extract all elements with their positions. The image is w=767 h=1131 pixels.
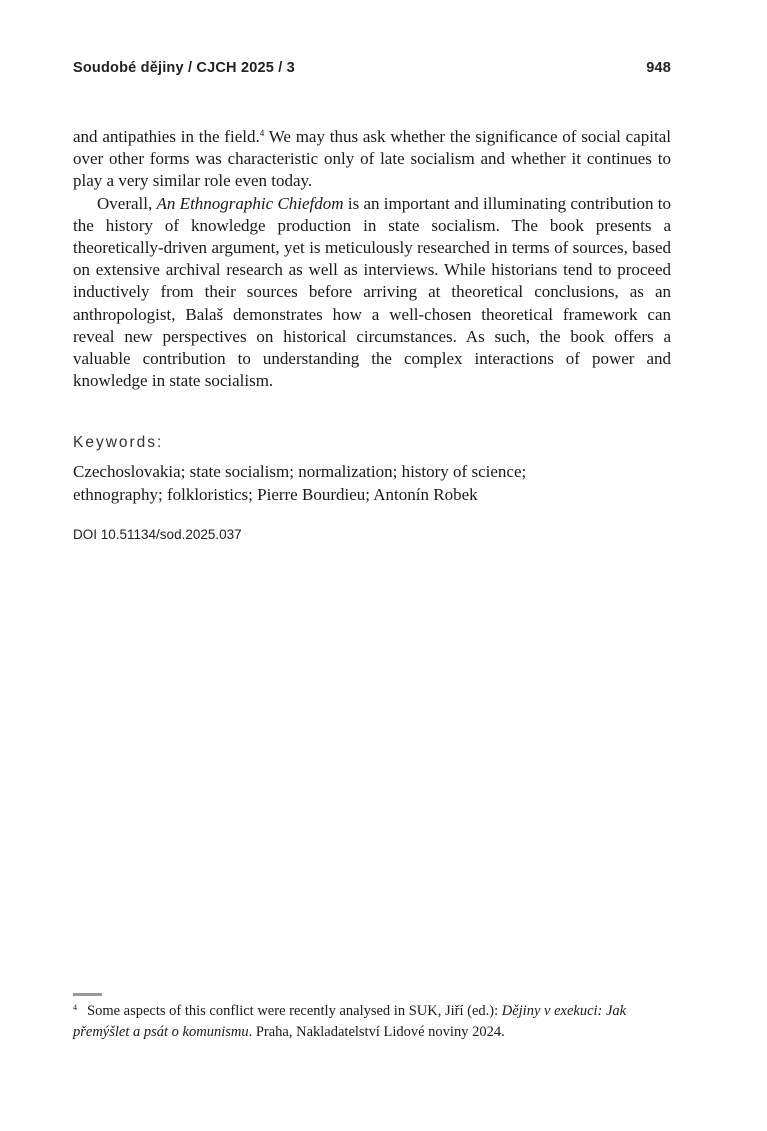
keywords-line-2: ethnography; folkloristics; Pierre Bourdieu; Antonín Robek [73,484,478,504]
paragraph-2 [73,193,671,393]
book-title: An Ethnographic Chiefdom [156,193,344,213]
footnote-divider [73,993,102,996]
page-number: 948 [646,60,671,76]
paragraph-1-text-b: We may thus ask whether the significance of social capital over other forms was characteristic only of late socialism and whether it continues to play a very similar role even today. [73,127,671,191]
paragraph-1-text-a: and antipathies in the field. [73,127,260,146]
paragraph-1 [73,126,671,193]
footnote-text-b: . Praha, Nakladatelství Lidové noviny 2024. [248,1024,505,1040]
paragraph-2-text-b: is an important and illuminating contribution to the history of knowledge production in state socialism. The book presents a theoretically-driven argument, yet is meticulously researched in terms of sources, based on extensive archival research as well as interviews. While historians tend to proceed inductively from their sources before arriving at theoretical conclusions, as an anthropologist, Balaš demonstrates how a well-chosen theoretical framework can reveal new perspectives on historical circumstances. As such, the book offers a valuable contribution to understanding the complex interactions of power and knowledge in state socialism. [73,193,671,391]
footnote-number: 4 [73,1003,77,1012]
paragraph-2-text-a: Overall, [97,193,157,213]
keywords-heading: Keywords: [73,434,164,451]
footnote-ref[interactable]: 4 [259,128,265,138]
running-header [73,60,671,76]
keywords-line-1: Czechoslovakia; state socialism; normalization; history of science; [73,462,527,481]
footnote-book-title: Dějiny v exekuci: Jak přemýšlet a psát o komunismu [73,1003,627,1040]
footnote [73,1001,671,1043]
body-text [73,126,671,392]
footnote-text-a: Some aspects of this conflict were recently analysed in SUK, Jiří (ed.): [87,1003,502,1019]
journal-title: Soudobé dějiny / CJCH 2025 / 3 [73,60,295,76]
keywords-list [73,461,633,506]
doi: DOI 10.51134/sod.2025.037 [73,527,242,542]
